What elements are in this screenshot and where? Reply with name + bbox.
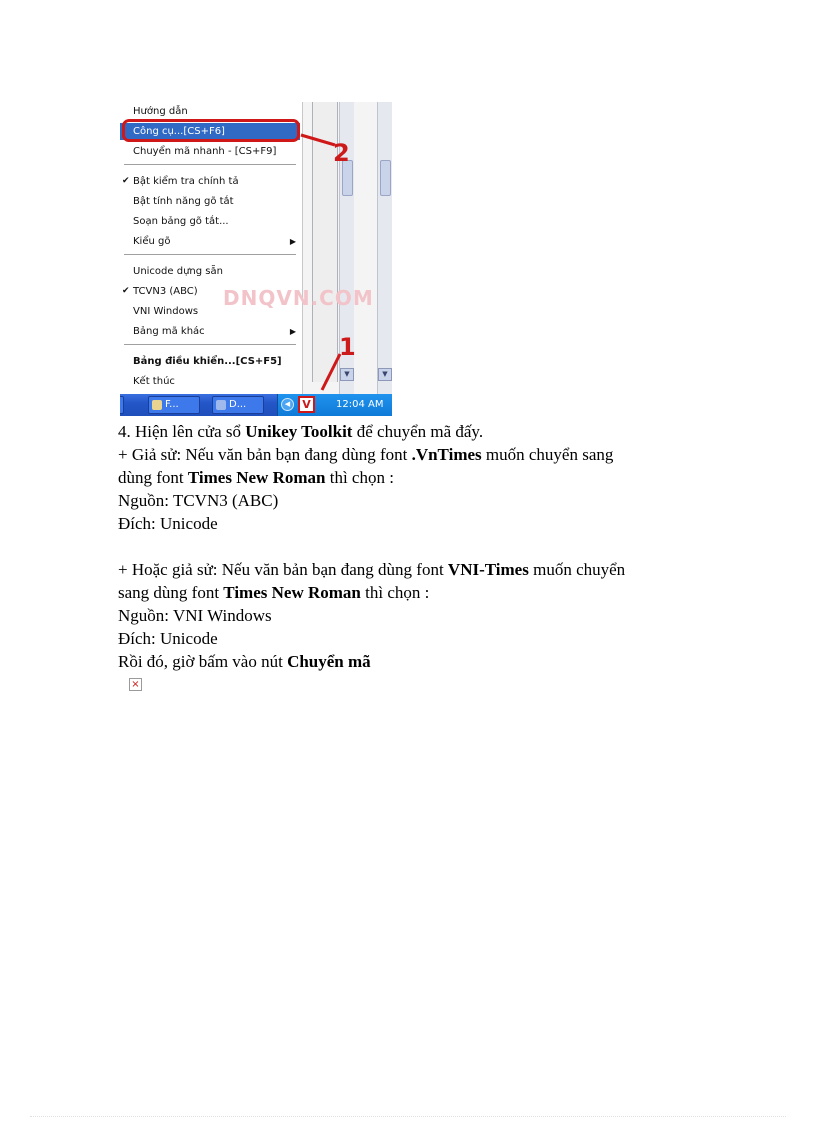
taskbar-button-2[interactable] xyxy=(212,396,264,414)
menu-item-label: VNI Windows xyxy=(133,306,199,317)
document-body xyxy=(118,420,718,673)
taskbar xyxy=(120,394,392,416)
text: + Hoặc giả sử: Nếu văn bản bạn đang dùng font xyxy=(118,560,448,579)
menu-item-label: Kiểu gõ xyxy=(133,236,171,247)
submenu-arrow-icon: ▶ xyxy=(289,327,296,336)
paragraph: Đích: Unicode xyxy=(118,629,218,648)
menu-item-label: Bảng điều khiển...[CS+F5] xyxy=(133,356,282,367)
paragraph: Nguồn: VNI Windows xyxy=(118,606,272,625)
text: để chuyển mã đấy. xyxy=(352,422,484,441)
scroll-down-icon[interactable]: ▼ xyxy=(340,368,354,381)
bold-text: Chuyển mã xyxy=(287,652,371,671)
text: 4. Hiện lên cửa sổ xyxy=(118,422,246,441)
system-tray xyxy=(277,394,392,416)
text: thì chọn : xyxy=(360,583,430,602)
bold-text: .VnTimes xyxy=(411,445,482,464)
menu-item-label: Công cụ...[CS+F6] xyxy=(133,126,225,137)
taskbar-button-label: D... xyxy=(229,399,247,410)
bold-text: VNI-Times xyxy=(447,560,529,579)
callout-number-2: 2 xyxy=(333,139,350,167)
watermark: DNQVN.COM xyxy=(223,286,374,310)
text: muốn chuyển xyxy=(528,560,626,579)
broken-image-icon: × xyxy=(129,678,142,691)
paragraph: Đích: Unicode xyxy=(118,514,218,533)
bold-text: Times New Roman xyxy=(223,583,361,602)
word-icon xyxy=(216,400,226,410)
paragraph xyxy=(118,466,718,489)
menu-item-label: Bật tính năng gõ tắt xyxy=(133,196,234,207)
clock: 12:04 AM xyxy=(336,399,384,410)
menu-item-label: Bảng mã khác xyxy=(133,326,205,337)
bold-text: Unikey Toolkit xyxy=(245,422,353,441)
paragraph: Nguồn: TCVN3 (ABC) xyxy=(118,491,279,510)
paragraph xyxy=(118,443,718,466)
unikey-menu-screenshot xyxy=(120,102,392,416)
chevron-left-icon[interactable]: ◀ xyxy=(281,398,294,411)
scroll-down-icon[interactable]: ▼ xyxy=(378,368,392,381)
taskbar-button-1[interactable] xyxy=(148,396,200,414)
app-icon xyxy=(152,400,162,410)
text: muốn chuyển sang xyxy=(481,445,614,464)
paragraph xyxy=(118,650,718,673)
unikey-tray-icon[interactable]: V xyxy=(298,396,315,413)
menu-item-label: TCVN3 (ABC) xyxy=(133,286,198,297)
text: Rồi đó, giờ bấm vào nút xyxy=(118,652,288,671)
text: thì chọn : xyxy=(325,468,394,487)
submenu-arrow-icon: ▶ xyxy=(289,237,296,246)
menu-item-label: Hướng dẫn xyxy=(133,106,188,117)
callout-arrows xyxy=(120,102,392,416)
menu-item-label: Kết thúc xyxy=(133,376,175,387)
page-footer-line xyxy=(30,1116,786,1117)
callout-line-2 xyxy=(301,135,335,145)
text: + Giả sử: Nếu văn bản bạn đang dùng font xyxy=(118,445,412,464)
callout-line-1 xyxy=(322,354,340,390)
text: sang dùng font xyxy=(118,583,224,602)
bold-text: Times New Roman xyxy=(187,468,326,487)
menu-item-label: Soạn bảng gõ tắt... xyxy=(133,216,229,227)
text: dùng font xyxy=(118,468,188,487)
menu-item-label: Chuyển mã nhanh - [CS+F9] xyxy=(133,146,277,157)
callout-number-1: 1 xyxy=(339,333,356,361)
check-icon: ✔ xyxy=(122,176,130,186)
taskbar-button-label: F... xyxy=(165,399,179,410)
paragraph xyxy=(118,558,718,581)
taskbar-button[interactable] xyxy=(120,396,124,414)
menu-item-label: Bật kiểm tra chính tả xyxy=(133,176,239,187)
paragraph xyxy=(118,420,718,443)
check-icon: ✔ xyxy=(122,286,130,296)
paragraph xyxy=(118,581,718,604)
menu-item-label: Unicode dựng sẵn xyxy=(133,266,223,277)
spacer xyxy=(118,535,718,558)
